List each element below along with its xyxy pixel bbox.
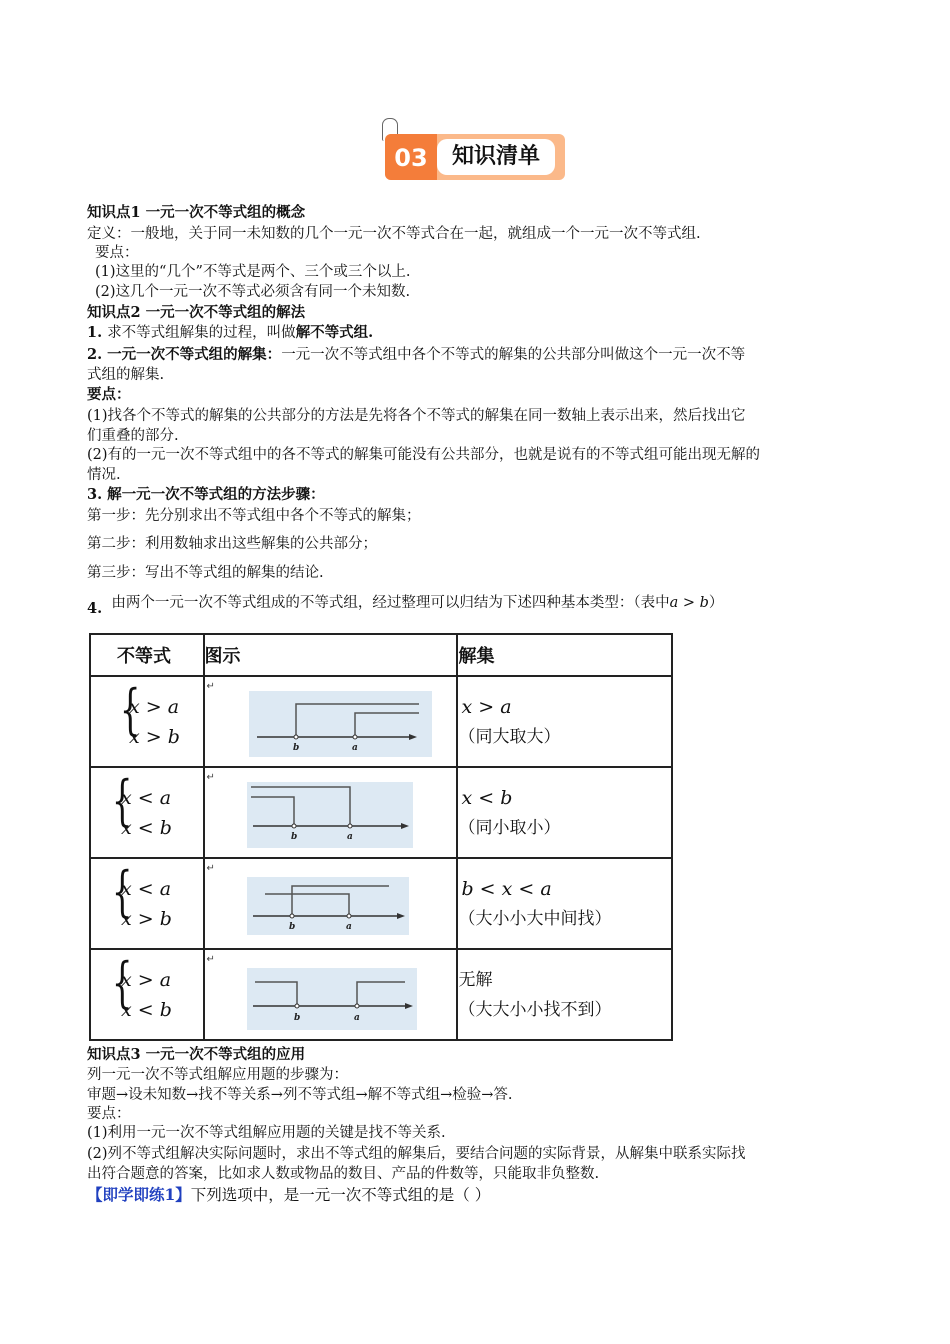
solution: x < b <box>461 786 513 809</box>
solution: b < x < a <box>461 877 552 900</box>
kp3-steps: 审题→设未知数→找不等关系→列不等式组→解不等式组→检验→答. <box>87 1087 513 1103</box>
kp3-point2a: (2)列不等式组解决实际问题时，求出不等式组的解集后，要结合问题的实际背景，从解集中联系实际找 <box>87 1146 746 1162</box>
solution-cell <box>457 949 672 1040</box>
kp3-points-label: 要点： <box>87 1106 131 1122</box>
inequality-system: { x > a x > b <box>90 676 204 767</box>
header-inequality: 不等式 <box>90 634 204 676</box>
kp1-point2: (2)这几个一元一次不等式必须含有同一个未知数. <box>95 284 411 300</box>
rule: （同小取小） <box>458 817 561 838</box>
kp2-item2-cont: 式组的解集. <box>87 367 165 383</box>
kp2-item3: 3. 解一元一次不等式组的方法步骤： <box>87 486 325 503</box>
label-a: a <box>353 1013 360 1023</box>
rule: （同大取大） <box>458 726 561 747</box>
rule: （大小小大中间找） <box>458 908 612 929</box>
header-solution: 解集 <box>457 634 672 676</box>
ineq2: x < b <box>121 816 172 839</box>
solution-cell <box>457 676 672 767</box>
diagram-cell: ↵ b a <box>204 858 458 949</box>
ineq1: x > a <box>121 968 172 991</box>
kp2-point1b: 们重叠的部分. <box>87 428 179 444</box>
kp2-item2 <box>87 345 745 365</box>
ineq1: x < a <box>121 786 172 809</box>
kp1-points-label: 要点： <box>95 245 139 261</box>
kp1-definition: 定义：一般地，关于同一未知数的几个一元一次不等式合在一起，就组成一个一元一次不等式组. <box>87 226 701 242</box>
step3: 第三步：写出不等式组的解集的结论. <box>87 565 324 581</box>
kp2-item4 <box>87 593 724 617</box>
item4-text: 由两个一元一次不等式组成的不等式组，经过整理可以归结为下述四种基本类型：（表中 <box>111 595 670 611</box>
number-line-diagram <box>205 677 455 762</box>
inequality-system: { x < a x > b <box>90 858 204 949</box>
kp2-points-label: 要点： <box>87 386 131 403</box>
number-line-diagram <box>205 859 455 944</box>
number-line-diagram <box>205 950 455 1035</box>
label-b: b <box>292 743 299 753</box>
rule: （大大小小找不到） <box>458 999 612 1020</box>
table-header-row <box>90 634 672 676</box>
badge-label: 知识清单 <box>437 139 555 175</box>
diagram-cell: ↵ b a <box>204 949 458 1040</box>
kp3-point1: (1)利用一元一次不等式组解应用题的关键是找不等关系. <box>87 1125 446 1141</box>
kp2-title: 知识点2 一元一次不等式组的解法 <box>87 304 306 321</box>
item4-close: ） <box>708 595 724 611</box>
kp1-point1: (1)这里的“几个”不等式是两个、三个或三个以上. <box>95 264 411 280</box>
table-row <box>90 767 672 858</box>
label-b: b <box>290 832 297 842</box>
ineq1: x < a <box>121 877 172 900</box>
exercise-tag: 【即学即练1】 <box>87 1185 191 1204</box>
label-b: b <box>293 1013 300 1023</box>
step1: 第一步：先分别求出不等式组中各个不等式的解集； <box>87 508 421 524</box>
label-a: a <box>351 743 358 753</box>
header-diagram: 图示 <box>204 634 458 676</box>
inequality-system: { x < a x < b <box>90 767 204 858</box>
diagram-cell: ↵ b a <box>204 767 458 858</box>
section-badge <box>385 134 565 180</box>
kp3-title: 知识点3 一元一次不等式组的应用 <box>87 1046 306 1063</box>
label-b: b <box>288 922 295 932</box>
item1-text: 求不等式组解集的过程，叫做 <box>107 325 296 341</box>
exercise-question: 下列选项中，是一元一次不等式组的是（ ） <box>190 1186 491 1204</box>
solution-cell <box>457 767 672 858</box>
item1-bold: 解不等式组. <box>295 324 374 341</box>
item4-num: 4. <box>87 600 103 617</box>
item1-prefix: 1. <box>87 324 108 341</box>
item2-text: 一元一次不等式组中各个不等式的解集的公共部分叫做这个一元一次不等 <box>281 347 746 363</box>
item2-bold: 2. 一元一次不等式组的解集： <box>87 346 282 363</box>
kp3-point2b: 出符合题意的答案，比如求人数或物品的数目、产品的件数等，只能取非负整数. <box>87 1166 600 1182</box>
exercise-1 <box>87 1185 490 1205</box>
kp1-title: 知识点1 一元一次不等式组的概念 <box>87 204 306 221</box>
step2: 第二步：利用数轴求出这些解集的公共部分； <box>87 536 377 552</box>
ineq1: x > a <box>129 695 180 718</box>
table-row <box>90 949 672 1040</box>
solution: x > a <box>461 695 512 718</box>
number-line-diagram <box>205 768 455 853</box>
kp3-steps-intro: 列一元一次不等式组解应用题的步骤为： <box>87 1067 348 1083</box>
solution: 无解 <box>458 969 493 990</box>
ineq2: x > b <box>129 725 180 748</box>
kp2-point1a: (1)找各个不等式的解集的公共部分的方法是先将各个不等式的解集在同一数轴上表示出来，然后找出它 <box>87 408 746 424</box>
inequality-types-table <box>89 633 673 1041</box>
ineq2: x > b <box>121 907 172 930</box>
kp2-point2a: (2)有的一元一次不等式组中的各不等式的解集可能没有公共部分，也就是说有的不等式组可能出现无解的 <box>87 447 761 463</box>
ineq2: x < b <box>121 998 172 1021</box>
badge-number: 03 <box>385 134 437 180</box>
solution-cell <box>457 858 672 949</box>
kp2-point2b: 情况. <box>87 467 121 483</box>
label-a: a <box>346 832 353 842</box>
table-row <box>90 676 672 767</box>
item4-cond: a > b <box>669 595 709 611</box>
table-row <box>90 858 672 949</box>
diagram-cell: ↵ b a <box>204 676 458 767</box>
inequality-system: { x > a x < b <box>90 949 204 1040</box>
label-a: a <box>345 922 352 932</box>
kp2-item1 <box>87 323 373 343</box>
